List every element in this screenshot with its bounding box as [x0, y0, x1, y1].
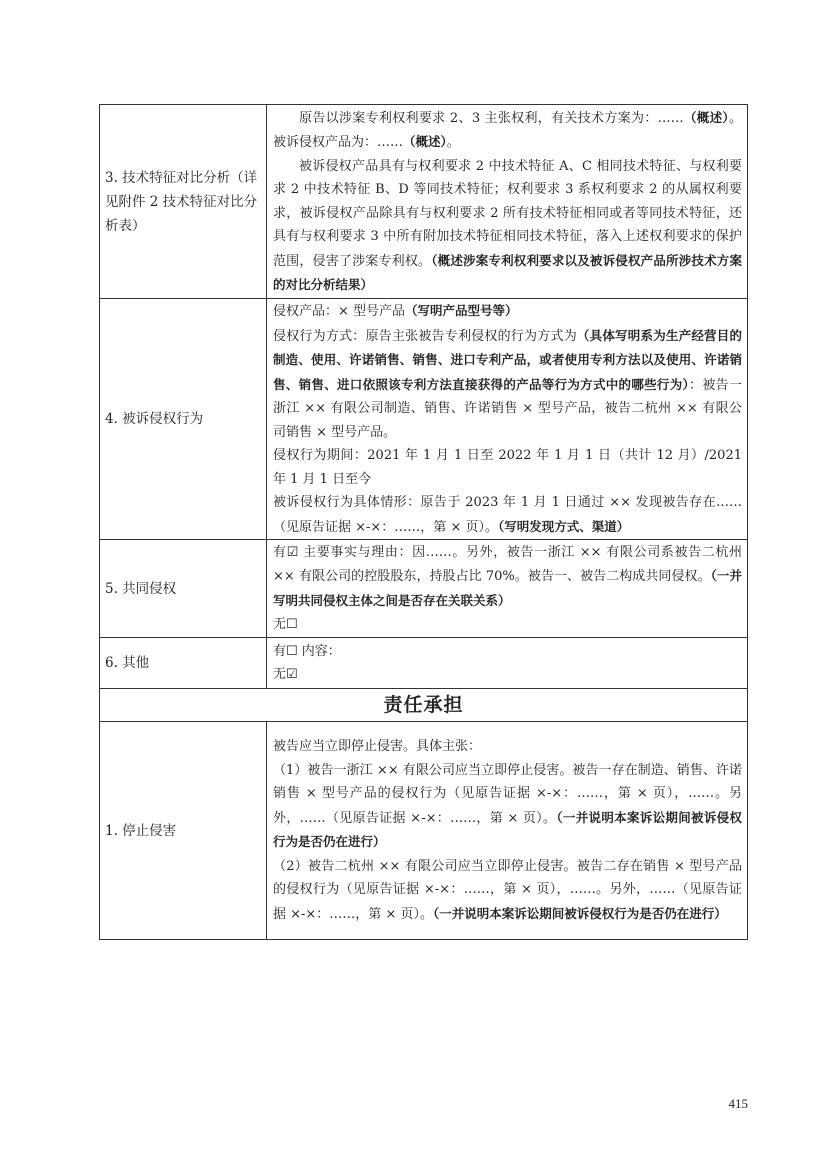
table-row	[100, 105, 748, 299]
option-yes-label: 有	[273, 643, 287, 659]
paragraph	[273, 613, 742, 637]
row-label-stop-infringement: 1. 停止侵害	[100, 722, 267, 940]
text: 。	[446, 135, 460, 150]
table-row	[100, 689, 748, 722]
paragraph	[273, 324, 742, 445]
bold-note: （概述涉案专利权利要求以及被诉侵权产品所涉技术方案的对比分析结果）	[273, 252, 742, 292]
bold-note: （概述）	[683, 109, 729, 125]
row-label-technical-comparison: 3. 技术特征对比分析（详见附件 2 技术特征对比分析表）	[100, 105, 267, 299]
paragraph	[273, 299, 742, 324]
bold-note: （一并说明本案诉讼期间被诉侵权行为是否仍在进行）	[273, 809, 742, 849]
text: （2）被告二杭州 ×× 有限公司应当立即停止侵害。被告二存在销售 × 型号产品的侵权行为（见原告证据 ×-×：……，第 × 页），……。另外，……（见原告证据 ×-×：……，第 × 页）。	[273, 858, 742, 922]
row-content-joint-infringement	[267, 540, 748, 638]
text: 内容：	[297, 643, 341, 659]
bold-note: （写明产品型号等）	[405, 303, 518, 318]
text: 侵权行为方式：原告主张被告专利侵权的行为方式为	[273, 328, 577, 344]
paragraph	[273, 541, 742, 614]
bold-note: （写明发现方式、渠道）	[497, 518, 630, 534]
bold-note: （一并写明共同侵权主体之间是否存在关联关系）	[273, 568, 742, 608]
option-no-label: 无	[273, 617, 287, 632]
table-row	[100, 299, 748, 540]
checked-box-icon[interactable]: ☑	[286, 544, 299, 560]
paragraph	[273, 155, 742, 298]
paragraph	[273, 106, 742, 155]
row-content-technical-comparison	[267, 105, 748, 299]
paragraph	[273, 491, 742, 539]
complaint-table	[99, 104, 748, 940]
bold-note: （一并说明本案诉讼期间被诉侵权行为是否仍在进行）	[432, 905, 727, 921]
option-yes-label: 有	[273, 544, 287, 560]
text: 侵权产品：× 型号产品	[273, 304, 406, 319]
paragraph: 侵权行为期间：2021 年 1 月 1 日至 2022 年 1 月 1 日（共计 12 月）/2021 年 1 月 1 日至今	[273, 448, 742, 487]
row-content-stop-infringement	[267, 722, 748, 940]
unchecked-box-icon[interactable]: ☐	[286, 643, 298, 659]
bold-note: （具体写明系为生产经营目的制造、使用、许诺销售、销售、进口专利产品，或者使用专利方法以及使用、许诺销售、销售、进口依照该专利方法直接获得的产品等行为方式中的哪些行为）	[273, 327, 742, 392]
unchecked-box-icon[interactable]: ☐	[286, 617, 298, 632]
row-content-infringing-act	[267, 299, 748, 540]
text: 主要事实与理由：因……。另外，被告一浙江 ×× 有限公司系被告二杭州 ×× 有限公司的控股股东，持股占比 70%。被告一、被告二构成共同侵权。	[273, 544, 742, 584]
paragraph	[273, 855, 742, 927]
text: 被诉侵权产品具有与权利要求 2 中技术特征 A、C 相同技术特征、与权利要求 2 中技术特征 B、D 等同技术特征；权利要求 3 系权利要求 2 的从属权利要求，被诉侵权产品除具有与权利要求 2 所有技术特征相同或者等同技术特征，还具有与权利要求 3 中所有附加技术特征相同技术特征，落入上述权利要求的保护范围，侵害了涉案专利权。	[273, 158, 742, 269]
paragraph	[273, 663, 742, 687]
table-row	[100, 540, 748, 638]
text: 被诉侵权行为具体情形：原告于 2023 年 1 月 1 日通过 ×× 发现被告存在……（见原告证据 ×-×：……，第 × 页）。	[273, 495, 742, 535]
table-row	[100, 722, 748, 940]
text: 。被诉侵权产品为：……	[273, 110, 742, 150]
checked-box-icon[interactable]: ☑	[286, 667, 298, 682]
text: ：被告一浙江 ×× 有限公司制造、销售、许诺销售 × 型号产品，被告二杭州 ×× 有限公司销售 × 型号产品。	[273, 377, 742, 440]
row-content-other	[267, 638, 748, 689]
text: 原告以涉案专利权利要求 2、3 主张权利，有关技术方案为：……	[299, 110, 684, 126]
paragraph	[273, 640, 742, 664]
bold-note: （概述）	[403, 134, 447, 149]
page-number: 415	[728, 1096, 748, 1111]
option-no-label: 无	[273, 667, 287, 682]
section-title: 责任承担	[100, 689, 748, 722]
row-label-other: 6. 其他	[100, 638, 267, 689]
row-label-joint-infringement: 5. 共同侵权	[100, 540, 267, 638]
text: （1）被告一浙江 ×× 有限公司应当立即停止侵害。被告一存在制造、销售、许诺销售 × 型号产品的侵权行为（见原告证据 ×-×：……，第 × 页），……。另外，……（见原告证据 ×-×：……，第 × 页）。	[273, 762, 742, 826]
table-row	[100, 638, 748, 689]
paragraph: 被告应当立即停止侵害。具体主张：	[273, 739, 482, 754]
paragraph	[273, 759, 742, 855]
row-label-infringing-act: 4. 被诉侵权行为	[100, 299, 267, 540]
